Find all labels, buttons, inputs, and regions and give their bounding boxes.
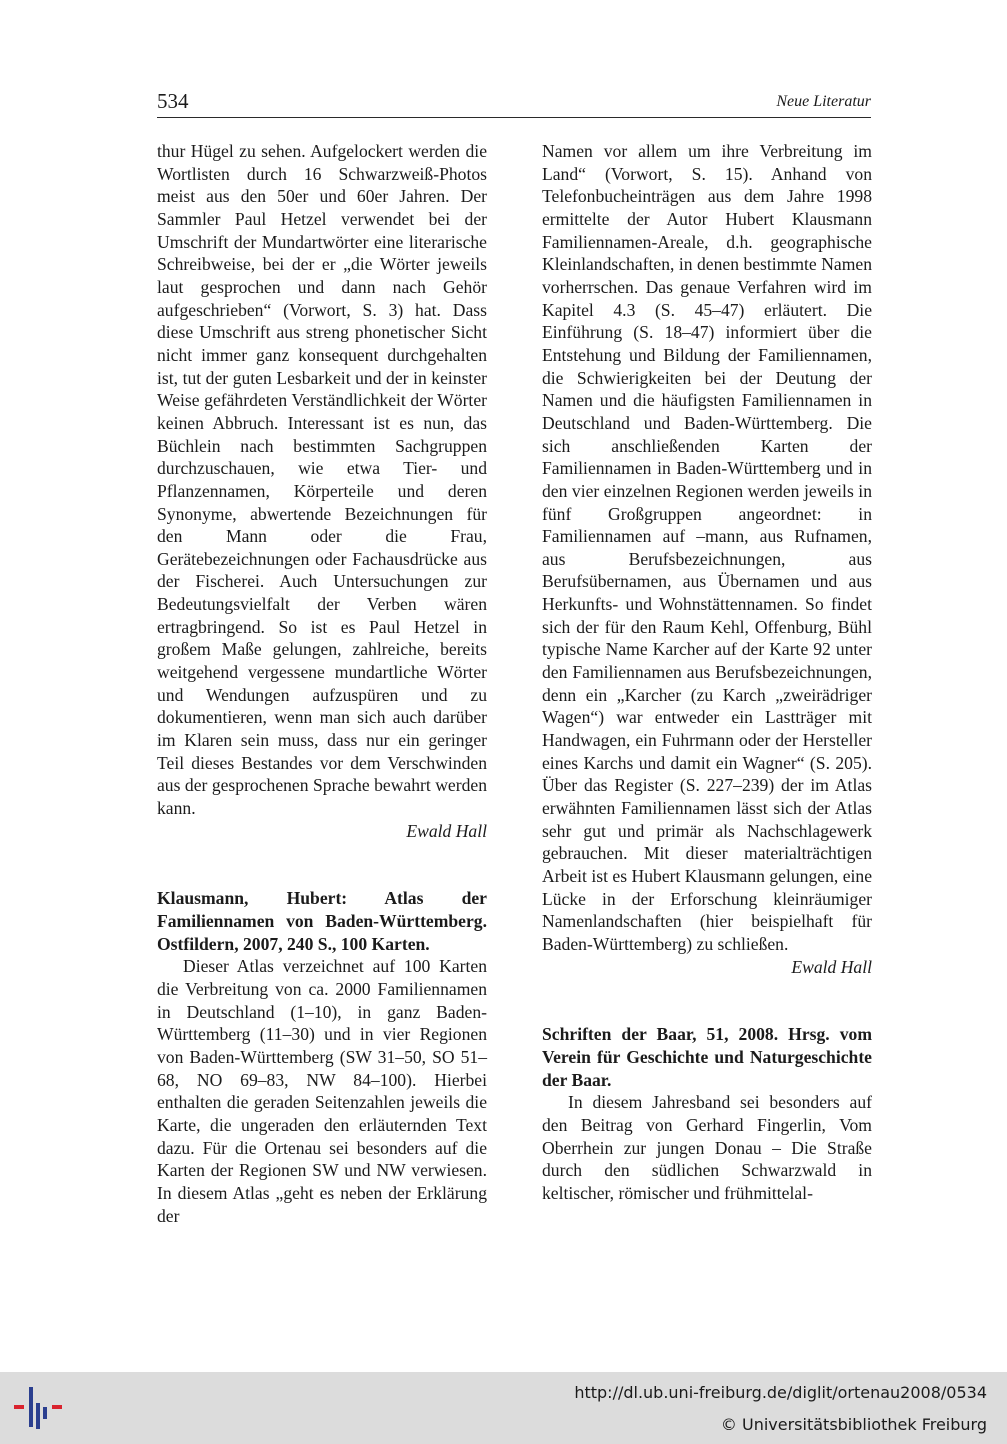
left-column <box>157 140 487 1227</box>
review-continuation-text: thur Hügel zu sehen. Aufgelockert werden die Wortlisten durch 16 Schwarzweiß-Photos meist aus den 50er und 60er Jahren. Der Sammler Paul Hetzel verwendet bei der Umschrift der Mundartwörter eine literarische Schreibweise, bei der er „die Wörter jeweils laut gesprochen und dann nach Gehör aufgeschrieben“ (Vorwort, S. 3) hat. Dass diese Umschrift aus streng phonetischer Sicht nicht immer ganz konsequent durchgehalten ist, tut der guten Lesbarkeit und der in keinster Weise gefährdeten Verständlichkeit der Wörter keinen Abbruch. Interessant ist es nun, das Büchlein nach bestimmten Sachgruppen durchzuschauen, wie etwa Tier- und Pflanzennamen, Körperteile und deren Synonyme, abwertende Bezeichnungen für den Mann oder die Frau, Gerätebezeichnungen oder Fachausdrücke aus der Fischerei. Auch Untersuchungen zur Bedeutungsvielfalt der Verben wären ertragbringend. So ist es Paul Hetzel in großem Maße gelungen, zahlreiche, bereits weitgehend vergessene mundartliche Wörter und Wendungen aufzuspüren und zu dokumentieren, wenn man sich auch darüber im Klaren sein muss, dass nur ein geringer Teil dieses Bestandes vor dem Verschwinden aus der gesprochenen Sprache bewahrt werden kann. <box>157 141 487 819</box>
page-number: 534 <box>157 89 189 113</box>
ub-freiburg-logo-icon <box>14 1385 62 1431</box>
digitization-footer <box>0 1372 1007 1444</box>
right-column <box>542 140 872 1205</box>
review-body-schriften-der-baar: In diesem Jahresband sei besonders auf den Beitrag von Gerhard Fingerlin, Vom Oberrhein zur jungen Donau – Die Straße durch den südlichen Schwarzwald in keltischer, römischer und frühmittelal- <box>542 1092 872 1203</box>
review-continuation-text: Namen vor allem um ihre Verbreitung im Land“ (Vorwort, S. 15). Anhand von Telefonbucheinträgen aus dem Jahre 1998 ermittelte der Autor Hubert Klausmann Familiennamen-Areale, d.h. geographische Kleinlandschaften, in denen bestimmte Namen vorherrschen. Das genaue Verfahren wird im Kapitel 4.3 (S. 45–47) erläutert. Die Einführung (S. 18–47) informiert über die Entstehung und Bildung der Familiennamen, die Schwierigkeiten bei der Deutung der Namen und die häufigsten Familiennamen in Deutschland und Baden-Württemberg. Die sich anschließenden Karten der Familiennamen in Baden-Württemberg und in den vier einzelnen Regionen werden jeweils in fünf Großgruppen angeordnet: in Familiennamen auf –mann, aus Rufnamen, aus Berufsbezeichnungen, aus Berufsübernamen, aus Übernamen und aus Herkunfts- und Wohnstättennamen. So findet sich der für den Raum Kehl, Offenburg, Bühl typische Name Karcher auf der Karte 92 unter den Familiennamen aus Berufsbezeichnungen, denn ein „Karcher (zu Karch „zweirädriger Wagen“) war entweder ein Lastträger mit Handwagen, ein Fuhrmann oder der Hersteller eines Karchs und damit ein Wagner“ (S. 205). Über das Register (S. 227–239) der im Atlas erwähnten Familiennamen lässt sich der Atlas sehr gut und primär als Nachschlagewerk gebrauchen. Mit dieser materialträchtigen Arbeit ist es Hubert Klausmann gelungen, eine Lücke in der Erforschung kleinräumiger Namenlandschaften (hier beispielhaft für Baden-Württemberg) zu schließen. <box>542 141 872 954</box>
copyright-notice: © Universitätsbibliothek Freiburg <box>720 1415 987 1434</box>
source-url-link[interactable]: http://dl.ub.uni-freiburg.de/diglit/ortenau2008/0534 <box>574 1383 987 1402</box>
running-title: Neue Literatur <box>776 93 871 110</box>
review-body-klausmann: Dieser Atlas verzeichnet auf 100 Karten die Verbreitung von ca. 2000 Familiennamen in Deutschland (1–10), in ganz Baden-Württemberg (11–30) und in vier Regionen von Baden-Württemberg (SW 31–50, SO 51–68, NO 69–83, NW 84–100). Hierbei enthalten die geraden Seitenzahlen jeweils die Karte, die ungeraden den erläuternden Text dazu. Für die Ortenau sei besonders auf die Karten der Regionen SW und NW verwiesen. In diesem Atlas „geht es neben der Erklärung der <box>157 956 487 1226</box>
section-spacer <box>542 978 872 1023</box>
section-spacer <box>157 842 487 887</box>
review-signature: Ewald Hall <box>791 956 872 977</box>
review-signature: Ewald Hall <box>406 820 487 841</box>
review-title-schriften-der-baar: Schriften der Baar, 51, 2008. Hrsg. vom Verein für Geschichte und Naturgeschichte der Baar. <box>542 1024 872 1090</box>
header-rule <box>157 117 871 118</box>
review-title-klausmann: Klausmann, Hubert: Atlas der Familiennamen von Baden-Württemberg. Ostfildern, 2007, 240 S., 100 Karten. <box>157 888 487 954</box>
